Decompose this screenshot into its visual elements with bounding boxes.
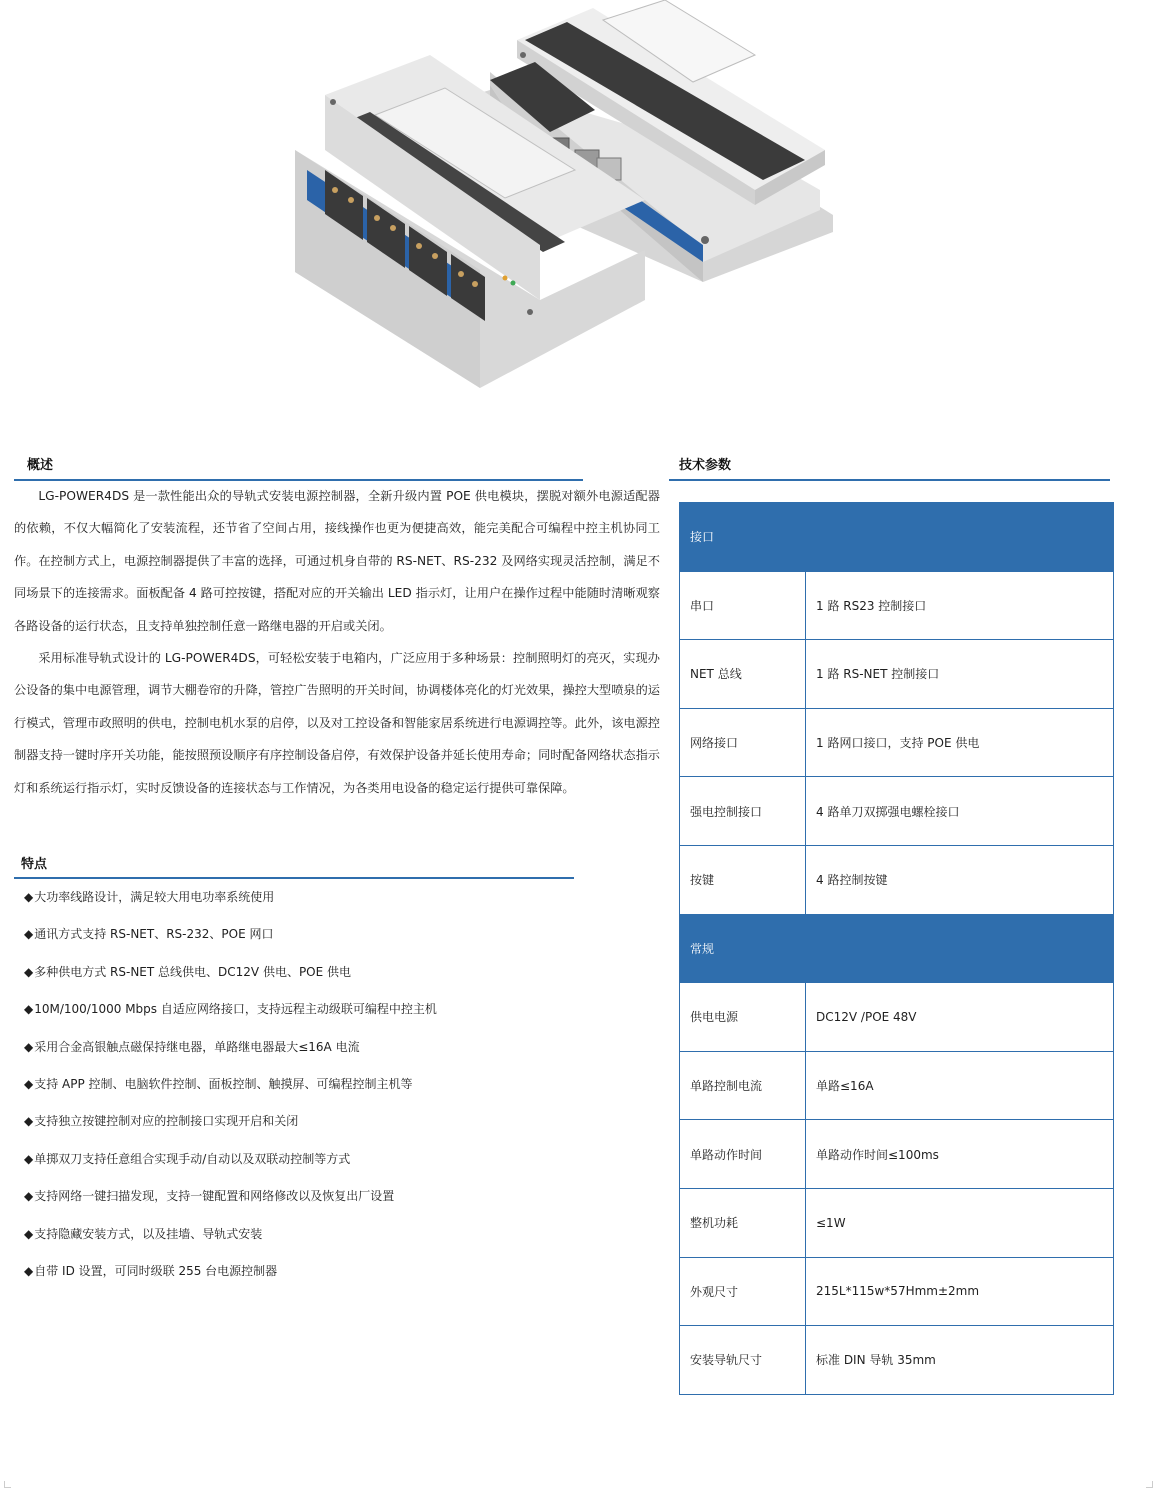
diamond-bullet-icon: ◆: [24, 1226, 34, 1241]
spec-row: [680, 1120, 1114, 1189]
spec-value: 1 路 RS-NET 控制接口: [806, 640, 1114, 709]
spec-row: [680, 983, 1114, 1052]
feature-text: 通讯方式支持 RS-NET、RS-232、POE 网口: [34, 927, 274, 942]
spec-value: 单路≤16A: [806, 1051, 1114, 1120]
spec-key: 安装导轨尺寸: [680, 1326, 806, 1395]
feature-item: [24, 884, 644, 921]
corner-mark: [4, 1481, 11, 1488]
feature-text: 支持隐藏安装方式，以及挂墙、导轨式安装: [34, 1226, 263, 1241]
feature-text: 10M/100/1000 Mbps 自适应网络接口，支持远程主动级联可编程中控主机: [34, 1002, 437, 1017]
feature-text: 大功率线路设计，满足较大用电功率系统使用: [34, 890, 275, 904]
diamond-bullet-icon: ◆: [24, 927, 34, 942]
overview-paragraph-1: [14, 480, 660, 642]
feature-item: [24, 959, 644, 996]
spec-key: 强电控制接口: [680, 777, 806, 846]
spec-row: [680, 571, 1114, 640]
product-image: [285, 0, 845, 400]
spec-value: 1 路网口接口，支持 POE 供电: [806, 708, 1114, 777]
spec-group-name: 接口: [680, 503, 1114, 572]
specs-title: 技术参数: [679, 458, 732, 473]
diamond-bullet-icon: ◆: [24, 1002, 34, 1017]
spec-row: [680, 777, 1114, 846]
spec-key: NET 总线: [680, 640, 806, 709]
spec-table: [679, 502, 1114, 1395]
spec-group-header: [680, 914, 1114, 983]
feature-item: [24, 1034, 644, 1071]
spec-row: [680, 1188, 1114, 1257]
spec-value: 1 路 RS23 控制接口: [806, 571, 1114, 640]
spec-key: 网络接口: [680, 708, 806, 777]
device-front: [295, 55, 645, 388]
overview-paragraph-2-text: 采用标准导轨式设计的 LG-POWER4DS，可轻松安装于电箱内，广泛应用于多种场景：控制照明灯的亮灭，实现办公设备的集中电源管理，调节大棚卷帘的升降，管控广告照明的开关时间，协调楼体亮化的灯光效果，操控大型喷泉的运行模式，管理市政照明的供电，控制电机水泵的启停，以及对工控设备和智能家居系统进行电源调控等。此外，该电源控制器支持一键时序开关功能，能按照预设顺序有序控制设备启停，有效保护设备并延长使用寿命；同时配备网络状态指示灯和系统运行指示灯，实时反馈设备的连接状态与工作情况，为各类用电设备的稳定运行提供可靠保障。: [14, 651, 660, 795]
spec-value: DC12V /POE 48V: [806, 983, 1114, 1052]
spec-row: [680, 1051, 1114, 1120]
overview-paragraph-1-text: LG-POWER4DS 是一款性能出众的导轨式安装电源控制器，全新升级内置 POE 供电模块，摆脱对额外电源适配器的依赖，不仅大幅简化了安装流程，还节省了空间占用，接线操作也更为便捷高效，能完美配合可编程中控主机协同工作。在控制方式上，电源控制器提供了丰富的选择，可通过机身自带的 RS-NET、RS-232 及网络实现灵活控制，满足不同场景下的连接需求。面板配备 4 路可控按键，搭配对应的开关输出 LED 指示灯，让用户在操作过程中能随时清晰观察各路设备的运行状态，且支持单独控制任意一路继电器的开启或关闭。: [14, 489, 660, 633]
spec-key: 按键: [680, 845, 806, 914]
feature-item: [24, 1146, 644, 1183]
feature-text: 支持 APP 控制、电脑软件控制、面板控制、触摸屏、可编程控制主机等: [34, 1076, 413, 1091]
feature-text: 支持网络一键扫描发现，支持一键配置和网络修改以及恢复出厂设置: [34, 1189, 395, 1204]
corner-mark: [1146, 1481, 1153, 1488]
features-divider: [14, 877, 574, 879]
spec-key: 单路控制电流: [680, 1051, 806, 1120]
spec-key: 供电电源: [680, 983, 806, 1052]
spec-value: 4 路单刀双掷强电螺栓接口: [806, 777, 1114, 846]
features-list: [24, 884, 644, 1295]
spec-key: 单路动作时间: [680, 1120, 806, 1189]
feature-item: [24, 1108, 644, 1145]
spec-group-header: [680, 503, 1114, 572]
spec-key: 整机功耗: [680, 1188, 806, 1257]
feature-text: 采用合金高银触点磁保持继电器，单路继电器最大≤16A 电流: [34, 1039, 360, 1054]
spec-key: 串口: [680, 571, 806, 640]
feature-text: 自带 ID 设置，可同时级联 255 台电源控制器: [34, 1263, 278, 1278]
feature-item: [24, 1258, 644, 1295]
spec-row: [680, 1257, 1114, 1326]
feature-text: 多种供电方式 RS-NET 总线供电、DC12V 供电、POE 供电: [34, 964, 352, 979]
diamond-bullet-icon: ◆: [24, 1039, 34, 1054]
spec-value: 4 路控制按键: [806, 845, 1114, 914]
feature-text: 支持独立按键控制对应的控制接口实现开启和关闭: [34, 1114, 299, 1129]
spec-row: [680, 845, 1114, 914]
spec-group-name: 常规: [680, 914, 1114, 983]
diamond-bullet-icon: ◆: [24, 1151, 34, 1166]
feature-item: [24, 1071, 644, 1108]
diamond-bullet-icon: ◆: [24, 890, 34, 904]
spec-value: 标准 DIN 导轨 35mm: [806, 1326, 1114, 1395]
spec-row: [680, 1326, 1114, 1395]
spec-value: 单路动作时间≤100ms: [806, 1120, 1114, 1189]
features-title: 特点: [21, 857, 48, 872]
feature-item: [24, 921, 644, 958]
feature-item: [24, 1221, 644, 1258]
spec-row: [680, 708, 1114, 777]
feature-item: [24, 996, 644, 1033]
diamond-bullet-icon: ◆: [24, 964, 34, 979]
diamond-bullet-icon: ◆: [24, 1114, 34, 1129]
spec-row: [680, 640, 1114, 709]
diamond-bullet-icon: ◆: [24, 1263, 34, 1278]
overview-paragraph-2: [14, 642, 660, 804]
feature-item: [24, 1183, 644, 1220]
diamond-bullet-icon: ◆: [24, 1189, 34, 1204]
spec-key: 外观尺寸: [680, 1257, 806, 1326]
diamond-bullet-icon: ◆: [24, 1076, 34, 1091]
spec-value: 215L*115w*57Hmm±2mm: [806, 1257, 1114, 1326]
specs-divider: [669, 479, 1110, 481]
spec-value: ≤1W: [806, 1188, 1114, 1257]
feature-text: 单掷双刀支持任意组合实现手动/自动以及双联动控制等方式: [34, 1151, 351, 1166]
overview-title: 概述: [27, 458, 54, 473]
